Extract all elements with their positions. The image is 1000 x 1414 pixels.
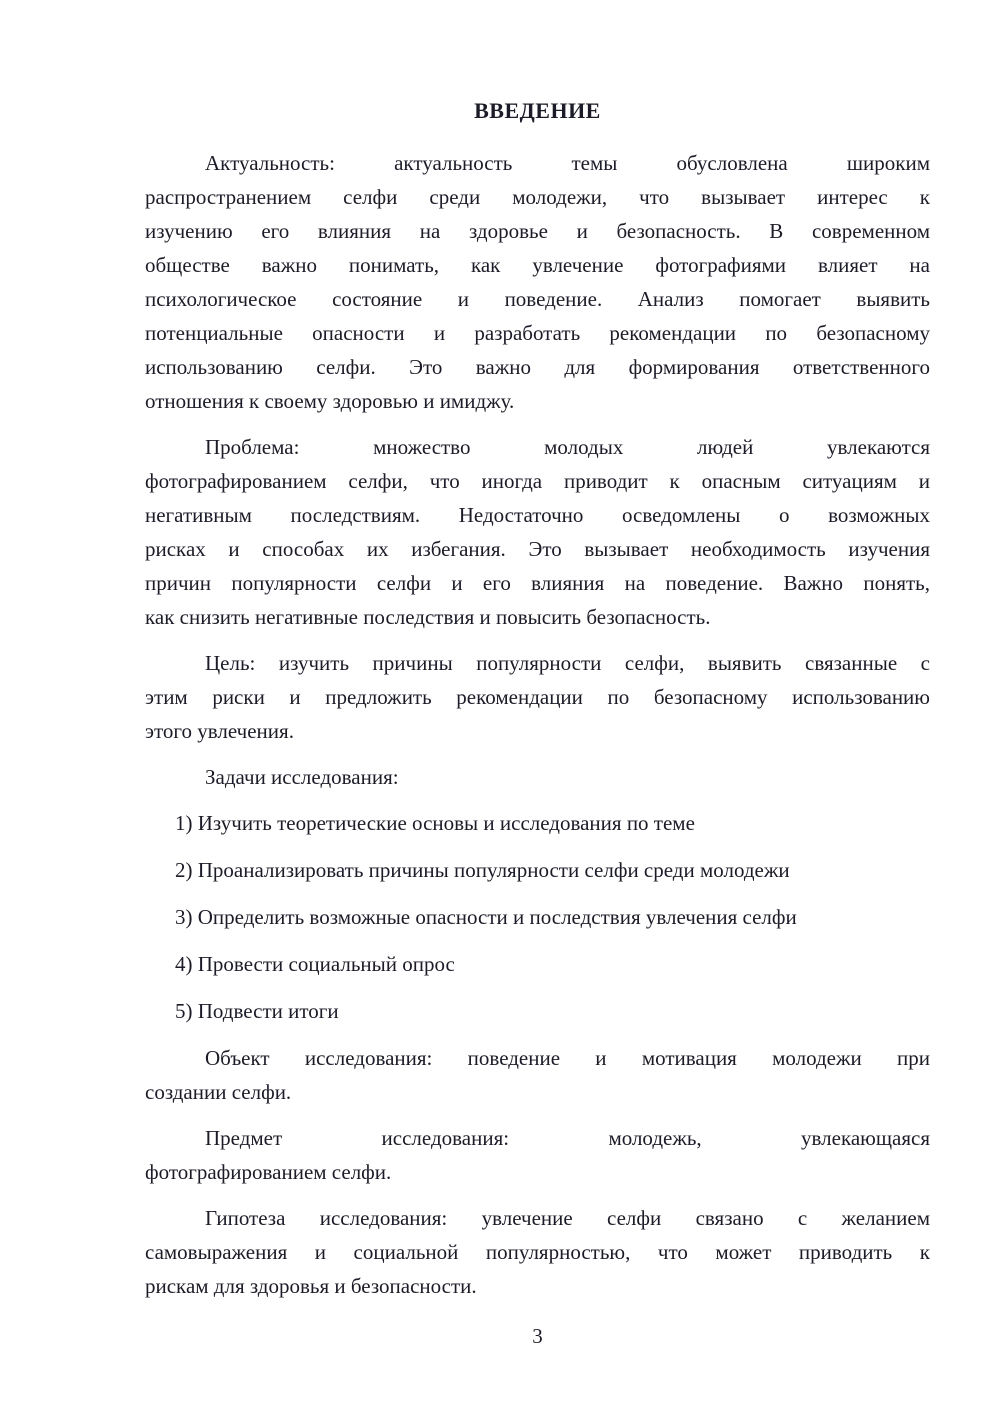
task-item-4: 4) Провести социальный опрос [175, 952, 455, 976]
task-item-5: 5) Подвести итоги [175, 999, 339, 1023]
text-line: рисках и способах их избегания. Это вызывает необходимость изучения [145, 537, 930, 561]
paragraph-hypothesis [145, 1201, 930, 1303]
text-line: обществе важно понимать, как увлечение фотографиями влияет на [145, 253, 930, 277]
text-line: Гипотеза исследования: увлечение селфи связано с желанием [205, 1206, 930, 1230]
text-line: фотографированием селфи. [145, 1160, 392, 1184]
paragraph-subject [145, 1121, 930, 1189]
text-line: Проблема: множество молодых людей увлекаются [205, 435, 930, 459]
text-line: использованию селфи. Это важно для формирования ответственного [145, 355, 930, 379]
text-line: потенциальные опасности и разработать рекомендации по безопасному [145, 321, 930, 345]
task-item-3: 3) Определить возможные опасности и последствия увлечения селфи [175, 905, 797, 929]
paragraph-goal [145, 646, 930, 748]
task-item-1: 1) Изучить теоретические основы и исследования по теме [175, 811, 695, 835]
text-line: как снизить негативные последствия и повысить безопасность. [145, 605, 711, 629]
text-line: самовыражения и социальной популярностью, что может приводить к [145, 1240, 930, 1264]
text-line: негативным последствиям. Недостаточно осведомлены о возможных [145, 503, 930, 527]
text-line: психологическое состояние и поведение. Анализ помогает выявить [145, 287, 930, 311]
text-line: создании селфи. [145, 1080, 292, 1104]
text-line: отношения к своему здоровью и имиджу. [145, 389, 515, 413]
tasks-list [145, 806, 930, 1028]
text-line: причин популярности селфи и его влияния на поведение. Важно понять, [145, 571, 930, 595]
task-item-2: 2) Проанализировать причины популярности селфи среди молодежи [175, 858, 790, 882]
text-line: фотографированием селфи, что иногда приводит к опасным ситуациям и [145, 469, 930, 493]
paragraph-relevance [145, 146, 930, 418]
text-line: Предмет исследования: молодежь, увлекающаяся [205, 1126, 930, 1150]
text-line: рискам для здоровья и безопасности. [145, 1274, 477, 1298]
text-line: Цель: изучить причины популярности селфи, выявить связанные с [205, 651, 930, 675]
text-line: Актуальность: актуальность темы обусловлена широким [205, 151, 930, 175]
text-line: этого увлечения. [145, 719, 294, 743]
paragraph-object [145, 1041, 930, 1109]
text-line: распространением селфи среди молодежи, что вызывает интерес к [145, 185, 930, 209]
tasks-heading: Задачи исследования: [205, 765, 399, 789]
paragraph-problem [145, 430, 930, 634]
page-title: ВВЕДЕНИЕ [474, 98, 601, 123]
page-number: 3 [532, 1324, 543, 1348]
text-line: Объект исследования: поведение и мотивация молодежи при [205, 1046, 930, 1070]
text-line: этим риски и предложить рекомендации по безопасному использованию [145, 685, 930, 709]
text-line: изучению его влияния на здоровье и безопасность. В современном [145, 219, 930, 243]
